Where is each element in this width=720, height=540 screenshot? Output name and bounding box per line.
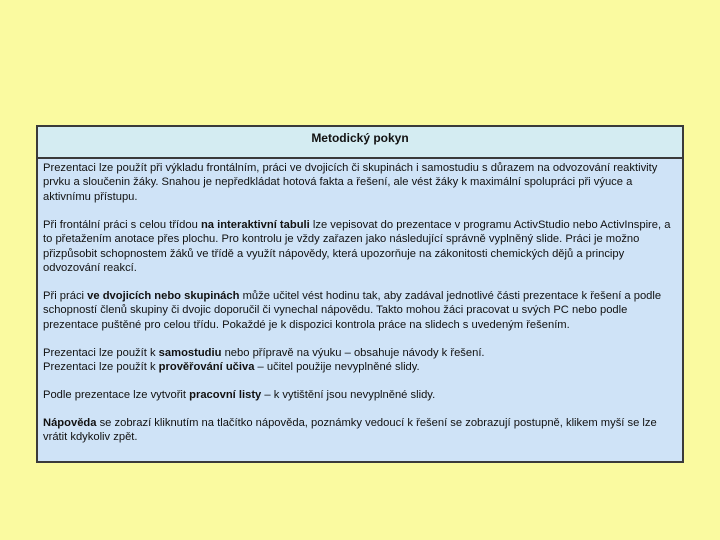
text-segment: lze vepisovat do prezentace v programu ActivStudio nebo ActivInspire, a to přetažením anotace přes plochu. Pro kontrolu je vždy zařazen jako následující správně vyplněný slide. Práci je možno přizpůsobit schopnostem žáků ve třídě a využít nápovědy, která upozorňuje na zákonitosti chemických dějů a principy odvozování reakcí. [43, 218, 671, 274]
text-segment: může učitel vést hodinu tak, aby zadával jednotlivé části prezentace k řešení a podle schopností členů skupiny či dvojic doporučil či vynechal nápovědu. Takto mohou žáci pracovat u svých PC nebo podle prezentace puštěné pro celou třídu. Pokaždé je k dispozici kontrola práce na slidech s uvedeným řešením. [43, 289, 662, 331]
text-segment: Podle prezentace lze vytvořit [43, 388, 190, 401]
text-segment: Při práci [43, 289, 88, 302]
methodology-box [36, 125, 684, 463]
bold-segment: pracovní listy [189, 388, 262, 401]
text-segment: – k vytištění jsou nevyplněné slidy. [261, 388, 436, 401]
bold-segment: prověřování učiva [158, 360, 255, 373]
text-segment: Prezentaci lze použít k [43, 346, 159, 359]
text-segment: – učitel použije nevyplněné slidy. [254, 360, 420, 373]
box-body [38, 159, 682, 445]
bold-segment: ve dvojicích nebo skupinách [87, 289, 240, 302]
box-title: Metodický pokyn [38, 127, 682, 159]
paragraph-help [43, 416, 678, 445]
bold-segment: samostudiu [158, 346, 222, 359]
paragraph-worksheets [43, 388, 678, 402]
text-segment: se zobrazí kliknutím na tlačítko nápověda, poznámky vedoucí k řešení se zobrazují postupně, klikem myší se lze vrátit kdykoliv zpět. [43, 416, 657, 444]
bold-segment: na interaktivní tabuli [200, 218, 310, 231]
paragraph-self-study [43, 346, 678, 375]
text-segment: nebo přípravě na výuku – obsahuje návody k řešení. [221, 346, 485, 359]
text-segment: Prezentaci lze použít k [43, 360, 159, 373]
bold-segment: Nápověda [43, 416, 97, 429]
text-segment: Při frontální práci s celou třídou [43, 218, 201, 231]
paragraph-frontal [43, 218, 678, 276]
paragraph-intro: Prezentaci lze použít při výkladu frontálním, práci ve dvojicích či skupinách i samostudiu s důrazem na odvozování reaktivity prvku a sloučenin žáky. Snahou je nepředkládat hotová fakta a řešení, ale vést žáky k maximální spolupráci při výuce a aktivnímu přístupu. [43, 162, 658, 203]
paragraph-groups [43, 289, 678, 332]
